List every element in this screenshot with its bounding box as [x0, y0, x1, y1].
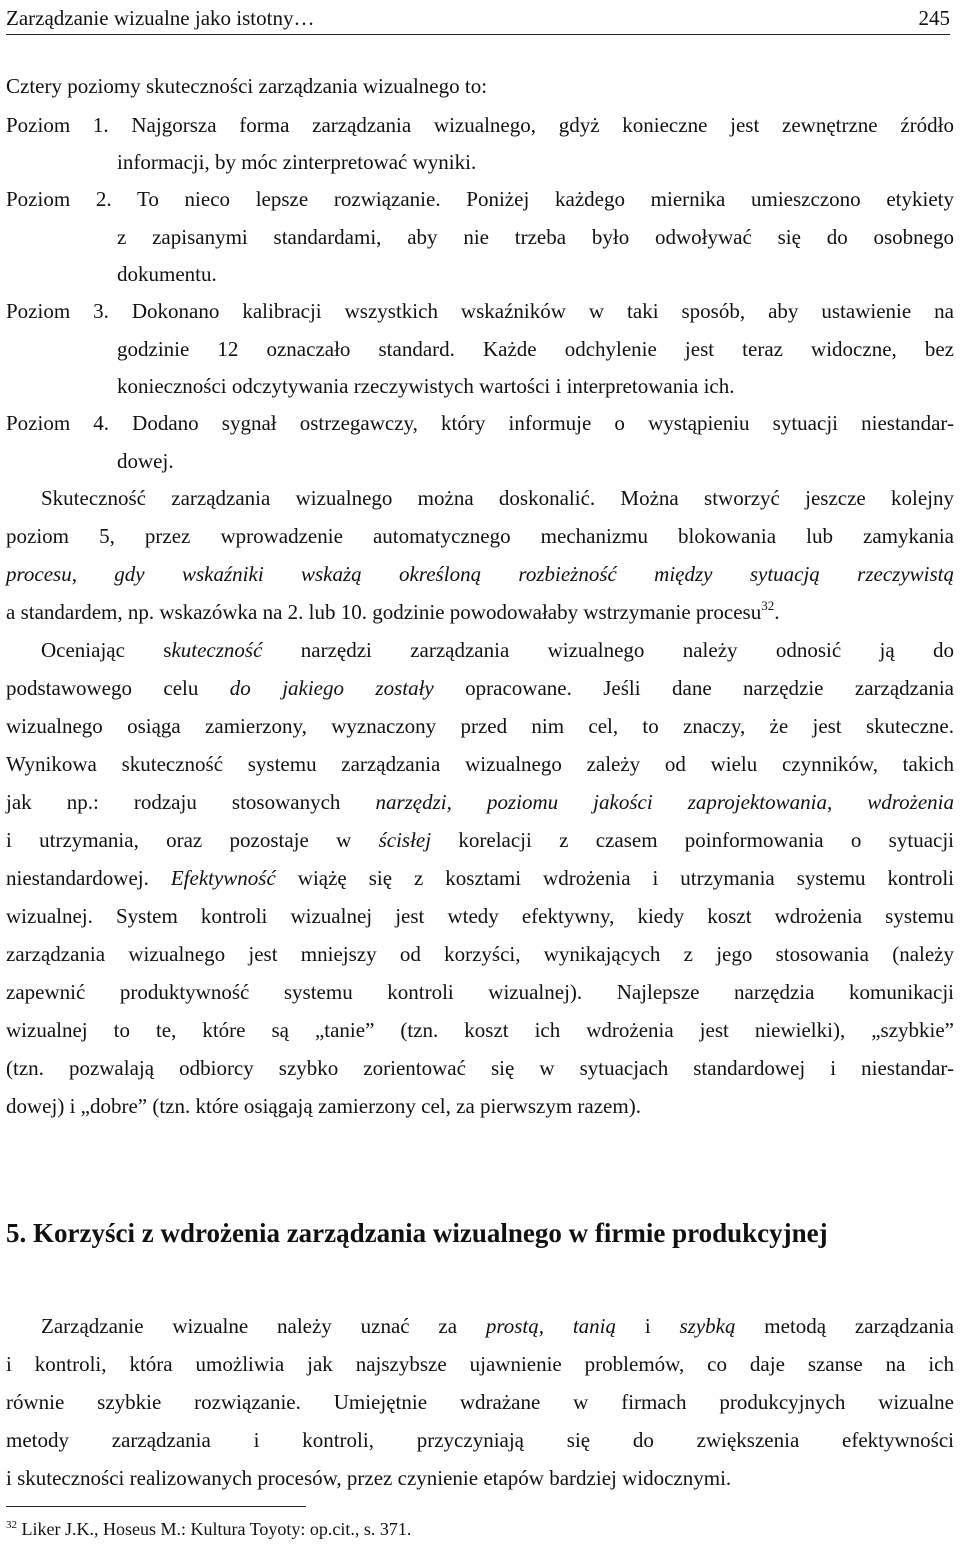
page-number: 245 — [918, 6, 950, 30]
header-title: Zarządzanie wizualne jako istotny… — [6, 6, 315, 30]
text-run: i utrzymania, oraz pozostaje w — [6, 828, 379, 852]
text-run: i — [616, 1314, 680, 1338]
text-run: opracowane. Jeśli dane narzędzie zarządzania — [433, 676, 954, 700]
footnote-number: 32 — [6, 1519, 17, 1531]
para1-line-4-end: . — [774, 600, 780, 624]
level-3-line-3: konieczności odczytywania rzeczywistych wartości i interpretowania ich. — [117, 374, 735, 398]
para3-line-1 — [41, 1313, 954, 1339]
italic-run: Efektywność — [170, 866, 276, 890]
text-run: jak np.: rodzaju stosowanych — [6, 790, 376, 814]
text-run: narzędzi zarządzania wizualnego należy odnosić ją do — [262, 638, 954, 662]
level-1-line-1: Poziom 1. Najgorsza forma zarządzania wizualnego, gdyż konieczne jest zewnętrzne źródło — [6, 113, 954, 137]
para2-line-9: zarządzania wizualnego jest mniejszy od korzyści, wynikających z jego stosowania (należy — [6, 942, 954, 966]
footnote-ref: 32 — [761, 598, 775, 613]
para2-line-12: (tzn. pozwalają odbiorcy szybko zorientować się w sytuacjach standardowej i niestandar- — [6, 1056, 954, 1080]
para1-line-3: procesu, gdy wskaźniki wskażą określoną rozbieżność między sytuacją rzeczywistą — [6, 562, 954, 586]
para1-line-1: Skuteczność zarządzania wizualnego można doskonalić. Można stworzyć jeszcze kolejny — [41, 486, 954, 510]
para1-line-4-text: a standardem, np. wskazówka na 2. lub 10. godzinie powodowałaby wstrzymanie procesu — [6, 600, 762, 624]
section-heading: 5. Korzyści z wdrożenia zarządzania wizualnego w firmie produkcyjnej — [6, 1218, 828, 1248]
text-run: Zarządzanie wizualne należy uznać za — [41, 1314, 486, 1338]
intro-line: Cztery poziomy skuteczności zarządzania wizualnego to: — [6, 74, 488, 98]
para2-line-8: wizualnej. System kontroli wizualnej jest wtedy efektywny, kiedy koszt wdrożenia systemu — [6, 904, 954, 928]
para2-line-2 — [6, 675, 954, 701]
level-4-line-2: dowej. — [117, 449, 174, 473]
para2-line-3: wizualnego osiąga zamierzony, wyznaczony przed nim cel, to znaczy, że jest skuteczne. — [6, 714, 954, 738]
level-3-line-2: godzinie 12 oznaczało standard. Każde odchylenie jest teraz widoczne, bez — [117, 337, 954, 361]
para2-line-10: zapewnić produktywność systemu kontroli wizualnej). Najlepsze narzędzia komunikacji — [6, 980, 954, 1004]
footnote-divider — [6, 1506, 306, 1507]
italic-run: szybką — [679, 1314, 736, 1338]
para2-line-4: Wynikowa skuteczność systemu zarządzania wizualnego zależy od wielu czynników, takich — [6, 752, 954, 776]
italic-run: do jakiego zostały — [229, 676, 434, 700]
level-3-line-1: Poziom 3. Dokonano kalibracji wszystkich wskaźników w taki sposób, aby ustawienie na — [6, 299, 954, 323]
para3-line-3: równie szybkie rozwiązanie. Umiejętnie wdrażane w firmach produkcyjnych wizualne — [6, 1390, 954, 1414]
para1-line-2: poziom 5, przez wprowadzenie automatycznego mechanizmu blokowania lub zamykania — [6, 524, 954, 548]
italic-run: narzędzi, poziomu jakości zaprojektowania, wdrożenia — [375, 790, 954, 814]
para3-line-5: i skuteczności realizowanych procesów, przez czynienie etapów bardziej widocznymi. — [6, 1466, 732, 1490]
level-2-line-3: dokumentu. — [117, 262, 217, 286]
para2-line-13: dowej) i „dobre” (tzn. które osiągają zamierzony cel, za pierwszym razem). — [6, 1094, 641, 1118]
para2-line-11: wizualnej to te, które są „tanie” (tzn. koszt ich wdrożenia jest niewielki), „szybkie” — [6, 1018, 954, 1042]
italic-run: ścisłej — [378, 828, 432, 852]
text-run: wiążę się z kosztami wdrożenia i utrzymania systemu kontroli — [275, 866, 954, 890]
level-1-line-2: informacji, by móc zinterpretować wyniki. — [117, 150, 477, 174]
para2-line-7 — [6, 865, 954, 891]
level-2-line-2: z zapisanymi standardami, aby nie trzeba było odwoływać się do osobnego — [117, 225, 954, 249]
text-run: korelacji z czasem poinformowania o sytuacji — [431, 828, 954, 852]
text-run: metodą zarządzania — [735, 1314, 954, 1338]
italic-run: prostą, tanią — [485, 1314, 616, 1338]
italic-run: kuteczność — [171, 638, 263, 662]
para2-line-5 — [6, 789, 954, 815]
text-run: niestandardowej. — [6, 866, 171, 890]
para1-line-4 — [6, 599, 779, 625]
footnote-text: Liker J.K., Hoseus M.: Kultura Toyoty: op.cit., s. 371. — [17, 1519, 412, 1539]
para2-line-1 — [41, 637, 954, 663]
level-4-line-1: Poziom 4. Dodano sygnał ostrzegawczy, który informuje o wystąpieniu sytuacji niestandar- — [6, 411, 954, 435]
text-run: Oceniając s — [41, 638, 172, 662]
level-2-line-1: Poziom 2. To nieco lepsze rozwiązanie. Poniżej każdego miernika umieszczono etykiety — [6, 187, 954, 211]
para3-line-4: metody zarządzania i kontroli, przyczyniają się do zwiększenia efektywności — [6, 1428, 954, 1452]
text-run: podstawowego celu — [6, 676, 230, 700]
footnote — [6, 1519, 411, 1540]
para3-line-2: i kontroli, która umożliwia jak najszybsze ujawnienie problemów, co daje szanse na ich — [6, 1352, 954, 1376]
para2-line-6 — [6, 827, 954, 853]
running-header — [6, 0, 950, 35]
